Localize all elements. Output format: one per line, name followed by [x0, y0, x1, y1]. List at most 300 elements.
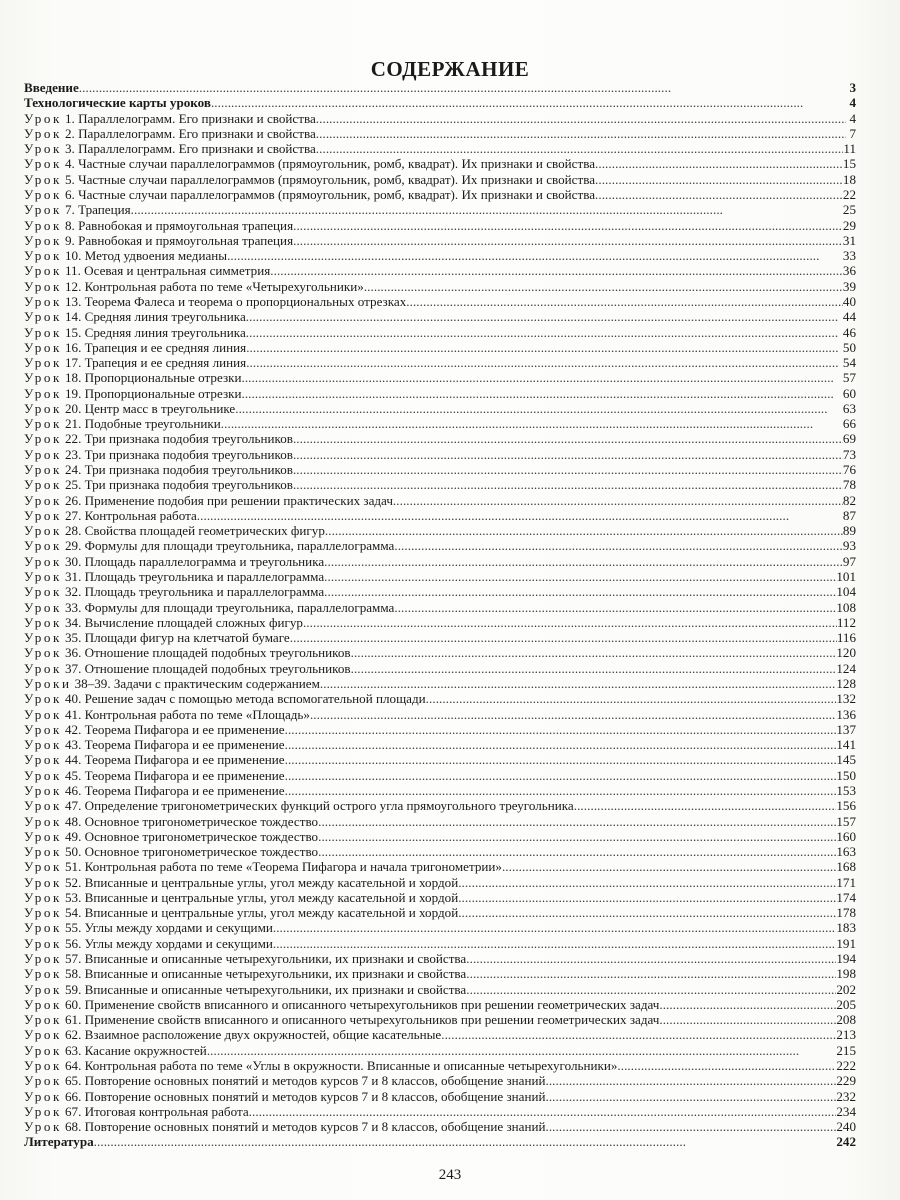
toc-entry-prefix: Урок	[24, 339, 62, 355]
dot-leader	[458, 890, 836, 905]
toc-entry-prefix: Урок	[24, 446, 62, 462]
toc-entry	[24, 111, 856, 126]
toc-entry	[24, 202, 856, 217]
toc-entry-prefix: Урок	[24, 110, 62, 126]
dot-leader	[249, 1104, 837, 1119]
toc-entry-prefix: Урок	[24, 721, 62, 737]
dot-leader	[293, 233, 843, 248]
toc-entry	[24, 447, 856, 462]
toc-entry-prefix: Урок	[24, 874, 62, 890]
dot-leader	[285, 783, 837, 798]
toc-entry	[24, 355, 856, 370]
toc-entry-page: 242	[836, 1134, 856, 1150]
toc-entry-page: 137	[836, 721, 856, 737]
toc-entry	[24, 890, 856, 905]
toc-entry-page: 120	[836, 645, 856, 661]
dot-leader	[320, 676, 836, 691]
toc-entry	[24, 982, 856, 997]
toc-entry-prefix: Урок	[24, 935, 62, 951]
toc-entry-prefix: Урок	[24, 156, 62, 172]
toc-entry-prefix: Урок	[24, 1088, 62, 1104]
dot-leader	[94, 1134, 837, 1149]
toc-entry-page: 132	[836, 691, 856, 707]
toc-entry-page: 31	[842, 232, 856, 248]
toc-entry	[24, 401, 856, 416]
toc-entry-prefix: Урок	[24, 385, 62, 401]
toc-entry-title: 58. Вписанные и описанные четырехугольники, их признаки и свойства	[64, 966, 467, 982]
toc-entry-page: 101	[836, 569, 856, 584]
dot-leader	[466, 966, 836, 981]
toc-entry	[24, 584, 856, 599]
toc-entry-title: 59. Вписанные и описанные четырехугольники, их признаки и свойства	[64, 981, 467, 997]
toc-entry	[24, 707, 856, 722]
toc-entry-prefix: Урок	[24, 844, 62, 860]
toc-entry	[24, 966, 856, 981]
toc-entry-title: Технологические карты уроков	[24, 95, 211, 111]
toc-entry-page: 145	[836, 752, 856, 768]
toc-entry-prefix: Урок	[24, 951, 62, 967]
table-of-contents	[24, 80, 856, 1150]
dot-leader	[303, 615, 837, 630]
toc-entry	[24, 1134, 856, 1149]
toc-entry	[24, 875, 856, 890]
dot-leader	[293, 218, 843, 233]
toc-entry-page: 205	[836, 996, 856, 1012]
toc-entry-title: 18. Пропорциональные отрезки	[64, 370, 242, 386]
dot-leader	[197, 508, 843, 523]
toc-entry-page: 136	[836, 706, 856, 722]
toc-entry-page: 108	[836, 599, 856, 615]
toc-entry-title: 67. Итоговая контрольная работа	[64, 1103, 249, 1119]
toc-entry-page: 89	[842, 523, 856, 539]
toc-entry-title: 4. Частные случаи параллелограммов (прямоугольник, ромб, квадрат). Их признаки и свойства	[64, 156, 596, 172]
toc-entry-prefix: Урок	[24, 141, 62, 157]
toc-entry-page: 202	[836, 981, 856, 997]
toc-entry-page: 50	[842, 339, 856, 355]
toc-entry	[24, 722, 856, 737]
dot-leader	[318, 844, 836, 859]
toc-entry	[24, 936, 856, 951]
toc-entry-page: 104	[836, 584, 856, 600]
toc-entry-title: 31. Площадь треугольника и параллелограмма	[64, 569, 325, 584]
toc-entry	[24, 309, 856, 324]
toc-entry-title: 15. Средняя линия треугольника	[64, 324, 246, 340]
toc-entry	[24, 630, 856, 645]
dot-leader	[293, 447, 843, 462]
toc-entry	[24, 1119, 856, 1134]
dot-leader	[659, 1012, 836, 1027]
toc-entry	[24, 920, 856, 935]
toc-entry-prefix: Урок	[24, 920, 62, 936]
toc-entry	[24, 844, 856, 859]
toc-entry	[24, 477, 856, 492]
toc-entry	[24, 126, 856, 141]
toc-entry-prefix: Урок	[24, 737, 62, 753]
toc-entry-page: 44	[842, 309, 856, 325]
toc-entry-title: 46. Теорема Пифагора и ее применение	[64, 782, 285, 798]
dot-leader	[595, 156, 843, 171]
toc-entry-prefix: Урок	[24, 706, 62, 722]
toc-entry-prefix: Урок	[24, 431, 62, 447]
toc-entry	[24, 829, 856, 844]
toc-entry	[24, 493, 856, 508]
toc-entry-page: 33	[842, 248, 856, 264]
dot-leader	[617, 1058, 836, 1073]
toc-entry-prefix: Урок	[24, 599, 62, 615]
toc-entry-prefix: Урок	[24, 370, 62, 386]
dot-leader	[351, 645, 837, 660]
toc-entry-page: 168	[836, 859, 856, 875]
toc-entry-page: 153	[836, 782, 856, 798]
toc-entry-title: 47. Определение тригонометрических функций острого угла прямоугольного треугольника	[64, 798, 574, 814]
toc-entry	[24, 1104, 856, 1119]
toc-entry-title: 6. Частные случаи параллелограммов (прямоугольник, ромб, квадрат). Их признаки и свойства	[64, 186, 596, 202]
toc-entry-title: 9. Равнобокая и прямоугольная трапеция	[64, 232, 294, 248]
dot-leader	[394, 600, 836, 615]
toc-entry	[24, 768, 856, 783]
toc-entry-title: 43. Теорема Пифагора и ее применение	[64, 737, 285, 753]
toc-entry-prefix: Урок	[24, 691, 62, 707]
toc-entry-prefix: Урок	[24, 1042, 62, 1058]
toc-entry-title: 17. Трапеция и ее средняя линия	[64, 355, 247, 371]
dot-leader	[273, 936, 837, 951]
dot-leader	[394, 538, 843, 553]
toc-entry-prefix: Урок	[24, 645, 62, 661]
toc-entry-page: 198	[836, 966, 856, 982]
toc-entry-page: 82	[842, 492, 856, 508]
toc-entry-title: 36. Отношение площадей подобных треугольников	[64, 645, 351, 661]
dot-leader	[364, 279, 843, 294]
toc-entry	[24, 263, 856, 278]
toc-entry-prefix: Урок	[24, 416, 62, 432]
toc-entry	[24, 645, 856, 660]
toc-entry-page: 232	[836, 1088, 856, 1104]
dot-leader	[235, 401, 843, 416]
toc-entry-title: 63. Касание окружностей	[64, 1042, 207, 1058]
toc-entry-prefix: Урок	[24, 217, 62, 233]
toc-entry	[24, 416, 856, 431]
dot-leader	[574, 798, 837, 813]
toc-entry-page: 191	[836, 935, 856, 951]
toc-entry-prefix: Урок	[24, 1012, 62, 1028]
dot-leader	[273, 920, 837, 935]
toc-entry-page: 57	[842, 370, 856, 386]
dot-leader	[393, 493, 843, 508]
toc-entry-page: 178	[836, 905, 856, 921]
toc-entry-title: 57. Вписанные и описанные четырехугольники, их признаки и свойства	[64, 951, 467, 967]
dot-leader	[458, 875, 836, 890]
toc-entry-prefix: Урок	[24, 1027, 62, 1043]
toc-entry-title: 42. Теорема Пифагора и ее применение	[64, 721, 285, 737]
toc-entry-prefix: Урок	[24, 660, 62, 676]
toc-entry-page: 112	[836, 614, 856, 630]
toc-entry-page: 39	[842, 278, 856, 294]
toc-entry-title: 2. Параллелограмм. Его признаки и свойства	[64, 125, 316, 141]
toc-entry-title: 23. Три признака подобия треугольников	[64, 446, 293, 462]
dot-leader	[426, 691, 837, 706]
toc-entry	[24, 156, 856, 171]
toc-entry	[24, 218, 856, 233]
toc-entry-prefix: Урок	[24, 798, 62, 814]
dot-leader	[241, 386, 842, 401]
toc-entry-title: 29. Формулы для площади треугольника, параллелограмма	[64, 538, 395, 554]
dot-leader	[595, 172, 843, 187]
toc-entry	[24, 248, 856, 263]
toc-entry-page: 46	[842, 324, 856, 340]
toc-entry	[24, 752, 856, 767]
toc-entry-title: 56. Углы между хордами и секущими	[64, 935, 273, 951]
dot-leader	[246, 355, 843, 370]
dot-leader	[211, 95, 846, 110]
toc-entry-title: 30. Площадь параллелограмма и треугольника	[64, 553, 325, 569]
toc-entry-prefix: Урок	[24, 752, 62, 768]
toc-entry	[24, 538, 856, 553]
toc-entry-title: 51. Контрольная работа по теме «Теорема Пифагора и начала тригонометрии»	[64, 859, 502, 875]
toc-entry	[24, 661, 856, 676]
toc-entry-title: 53. Вписанные и центральные углы, угол между касательной и хордой	[64, 889, 459, 905]
toc-entry-prefix: Урок	[24, 1058, 62, 1073]
toc-entry-page: 229	[836, 1073, 856, 1089]
dot-leader	[246, 340, 843, 355]
toc-entry-page: 25	[842, 202, 856, 218]
toc-entry-page: 7	[849, 125, 856, 141]
toc-entry-prefix: Урок	[24, 202, 62, 218]
toc-entry-title: 50. Основное тригонометрическое тождество	[64, 844, 319, 860]
toc-entry-title: 13. Теорема Фалеса и теорема о пропорциональных отрезках	[64, 293, 407, 309]
toc-entry-title: 49. Основное тригонометрическое тождество	[64, 828, 319, 844]
toc-entry-title: 5. Частные случаи параллелограммов (прямоугольник, ромб, квадрат). Их признаки и свойства	[64, 171, 596, 187]
dot-leader	[207, 1043, 837, 1058]
dot-leader	[246, 325, 843, 340]
toc-entry-prefix: Урок	[24, 859, 62, 875]
toc-entry-page: 171	[836, 874, 856, 890]
toc-entry-page: 97	[842, 553, 856, 569]
toc-entry	[24, 370, 856, 385]
toc-entry-prefix: Урок	[24, 324, 62, 340]
toc-entry	[24, 279, 856, 294]
toc-entry-prefix: Урок	[24, 263, 62, 279]
toc-entry-page: 116	[836, 630, 856, 646]
toc-entry	[24, 997, 856, 1012]
toc-entry-title: 48. Основное тригонометрическое тождество	[64, 813, 319, 829]
dot-leader	[285, 737, 837, 752]
toc-entry-page: 18	[842, 171, 856, 187]
dot-leader	[458, 905, 836, 920]
dot-leader	[316, 141, 844, 156]
toc-entry	[24, 80, 856, 95]
dot-leader	[290, 630, 837, 645]
toc-entry	[24, 691, 856, 706]
dot-leader	[293, 431, 843, 446]
dot-leader	[293, 462, 843, 477]
toc-entry-title: 60. Применение свойств вписанного и описанного четырехугольников при решении геометрических задач	[64, 996, 660, 1012]
toc-entry	[24, 615, 856, 630]
toc-entry-page: 60	[842, 385, 856, 401]
dot-leader	[324, 554, 843, 569]
toc-entry	[24, 462, 856, 477]
dot-leader	[545, 1073, 836, 1088]
toc-entry-prefix: Урок	[24, 492, 62, 508]
toc-entry-prefix: Урок	[24, 630, 62, 646]
toc-entry-page: 78	[842, 477, 856, 493]
toc-entry-page: 160	[836, 828, 856, 844]
toc-entry-prefix: Урок	[24, 569, 62, 584]
toc-entry-prefix: Урок	[24, 813, 62, 829]
dot-leader	[545, 1119, 836, 1134]
toc-entry	[24, 859, 856, 874]
toc-entry-page: 3	[849, 80, 856, 95]
toc-entry-title: 66. Повторение основных понятий и методов курсов 7 и 8 классов, обобщение знаний	[64, 1088, 546, 1104]
toc-entry-title: 45. Теорема Пифагора и ее применение	[64, 767, 285, 783]
dot-leader	[545, 1089, 836, 1104]
dot-leader	[318, 829, 836, 844]
dot-leader	[293, 477, 843, 492]
toc-entry	[24, 905, 856, 920]
toc-entry-prefix: Урок	[24, 1073, 62, 1089]
toc-entry	[24, 233, 856, 248]
dot-leader	[324, 584, 836, 599]
toc-entry-title: 33. Формулы для площади треугольника, параллелограмма	[64, 599, 395, 615]
dot-leader	[270, 263, 843, 278]
toc-entry-title: 35. Площади фигур на клетчатой бумаге	[64, 630, 290, 646]
toc-entry-title: 14. Средняя линия треугольника	[64, 309, 246, 325]
toc-entry-title: 12. Контрольная работа по теме «Четырехугольники»	[64, 278, 364, 294]
toc-entry-page: 213	[836, 1027, 856, 1043]
toc-entry-page: 234	[836, 1103, 856, 1119]
toc-entry-page: 124	[836, 660, 856, 676]
toc-entry-prefix: Урок	[24, 248, 62, 264]
toc-entry-prefix: Урок	[24, 782, 62, 798]
toc-entry-title: 41. Контрольная работа по теме «Площадь»	[64, 706, 310, 722]
toc-entry-prefix: Урок	[24, 309, 62, 325]
toc-entry-title: 7. Трапеция	[64, 202, 131, 218]
toc-entry-page: 183	[836, 920, 856, 936]
toc-entry	[24, 172, 856, 187]
dot-leader	[318, 814, 836, 829]
toc-entry-title: 62. Взаимное расположение двух окружностей, общие касательные	[64, 1027, 442, 1043]
toc-entry-prefix: Урок	[24, 981, 62, 997]
toc-entry-prefix: Урок	[24, 523, 62, 539]
toc-entry-prefix: Урок	[24, 171, 62, 187]
dot-leader	[246, 309, 843, 324]
toc-entry-prefix: Урок	[24, 186, 62, 202]
toc-entry-page: 87	[842, 507, 856, 523]
toc-entry-prefix: Урок	[24, 966, 62, 982]
toc-entry	[24, 569, 856, 584]
toc-entry-title: 44. Теорема Пифагора и ее применение	[64, 752, 285, 768]
toc-entry-prefix: Урок	[24, 278, 62, 294]
toc-entry-title: 24. Три признака подобия треугольников	[64, 462, 293, 478]
toc-entry-prefix: Урок	[24, 355, 62, 371]
toc-entry-page: 215	[836, 1042, 856, 1058]
toc-entry-title: 64. Контрольная работа по теме «Углы в окружности. Вписанные и описанные четырехугольники»	[64, 1058, 618, 1073]
toc-entry-title: 10. Метод удвоения медианы	[64, 248, 228, 264]
toc-entry	[24, 1027, 856, 1042]
toc-entry-page: 240	[836, 1119, 856, 1135]
toc-entry	[24, 554, 856, 569]
toc-entry-page: 11	[843, 141, 856, 157]
toc-entry-title: 65. Повторение основных понятий и методов курсов 7 и 8 классов, обобщение знаний	[64, 1073, 546, 1089]
dot-leader	[79, 80, 846, 95]
toc-entry-page: 141	[836, 737, 856, 753]
toc-entry-prefix: Урок	[24, 905, 62, 921]
dot-leader	[316, 126, 846, 141]
toc-entry-title: 52. Вписанные и центральные углы, угол между касательной и хордой	[64, 874, 459, 890]
toc-entry-page: 194	[836, 951, 856, 967]
toc-entry-prefix: Урок	[24, 614, 62, 630]
dot-leader	[441, 1027, 836, 1042]
toc-entry-page: 128	[836, 675, 856, 691]
dot-leader	[227, 248, 843, 263]
toc-entry-page: 156	[836, 798, 856, 814]
toc-entry	[24, 676, 856, 691]
toc-entry-title: Введение	[24, 80, 79, 95]
toc-entry-prefix: Урок	[24, 828, 62, 844]
toc-entry	[24, 386, 856, 401]
dot-leader	[595, 187, 843, 202]
toc-entry-page: 73	[842, 446, 856, 462]
toc-entry-title: 27. Контрольная работа	[64, 507, 197, 523]
dot-leader	[502, 859, 836, 874]
dot-leader	[285, 752, 837, 767]
toc-entry-prefix: Урок	[24, 293, 62, 309]
toc-entry-title: 68. Повторение основных понятий и методов курсов 7 и 8 классов, обобщение знаний	[64, 1119, 546, 1135]
toc-entry-page: 15	[842, 156, 856, 172]
dot-leader	[310, 707, 836, 722]
toc-entry-prefix: Урок	[24, 553, 62, 569]
toc-entry	[24, 325, 856, 340]
toc-entry-title: 19. Пропорциональные отрезки	[64, 385, 242, 401]
toc-entry	[24, 737, 856, 752]
toc-entry	[24, 600, 856, 615]
toc-entry-prefix: Урок	[24, 538, 62, 554]
toc-entry-prefix: Уроки	[24, 675, 72, 691]
toc-entry	[24, 783, 856, 798]
toc-entry	[24, 798, 856, 813]
toc-entry	[24, 187, 856, 202]
toc-entry-prefix: Урок	[24, 400, 62, 416]
dot-leader	[131, 202, 843, 217]
toc-entry-title: 26. Применение подобия при решении практических задач	[64, 492, 393, 508]
toc-entry-page: 163	[836, 844, 856, 860]
toc-entry-title: 40. Решение задач с помощью метода вспомогательной площади	[64, 691, 426, 707]
toc-entry-page: 174	[836, 889, 856, 905]
toc-entry-title: 38–39. Задачи с практическим содержанием	[74, 675, 320, 691]
toc-entry-title: 8. Равнобокая и прямоугольная трапеция	[64, 217, 294, 233]
toc-entry-page: 222	[836, 1058, 856, 1073]
toc-entry-prefix: Урок	[24, 996, 62, 1012]
toc-entry-title: 54. Вписанные и центральные углы, угол между касательной и хордой	[64, 905, 459, 921]
toc-entry-prefix: Урок	[24, 462, 62, 478]
toc-entry	[24, 508, 856, 523]
toc-entry-title: 55. Углы между хордами и секущими	[64, 920, 273, 936]
dot-leader	[466, 982, 836, 997]
toc-entry-prefix: Урок	[24, 1103, 62, 1119]
dot-leader	[406, 294, 843, 309]
toc-entry	[24, 1043, 856, 1058]
toc-entry-title: 61. Применение свойств вписанного и описанного четырехугольников при решении геометрических задач	[64, 1012, 660, 1028]
toc-entry-title: Литература	[24, 1134, 94, 1150]
page-number: 243	[438, 1167, 462, 1183]
toc-entry-title: 28. Свойства площадей геометрических фигур	[64, 523, 325, 539]
toc-entry-page: 69	[842, 431, 856, 447]
toc-entry-title: 16. Трапеция и ее средняя линия	[64, 339, 247, 355]
toc-entry-page: 93	[842, 538, 856, 554]
toc-entry-title: 11. Осевая и центральная симметрия	[64, 263, 271, 279]
toc-entry	[24, 814, 856, 829]
dot-leader	[221, 416, 843, 431]
toc-entry-prefix: Урок	[24, 1119, 62, 1135]
